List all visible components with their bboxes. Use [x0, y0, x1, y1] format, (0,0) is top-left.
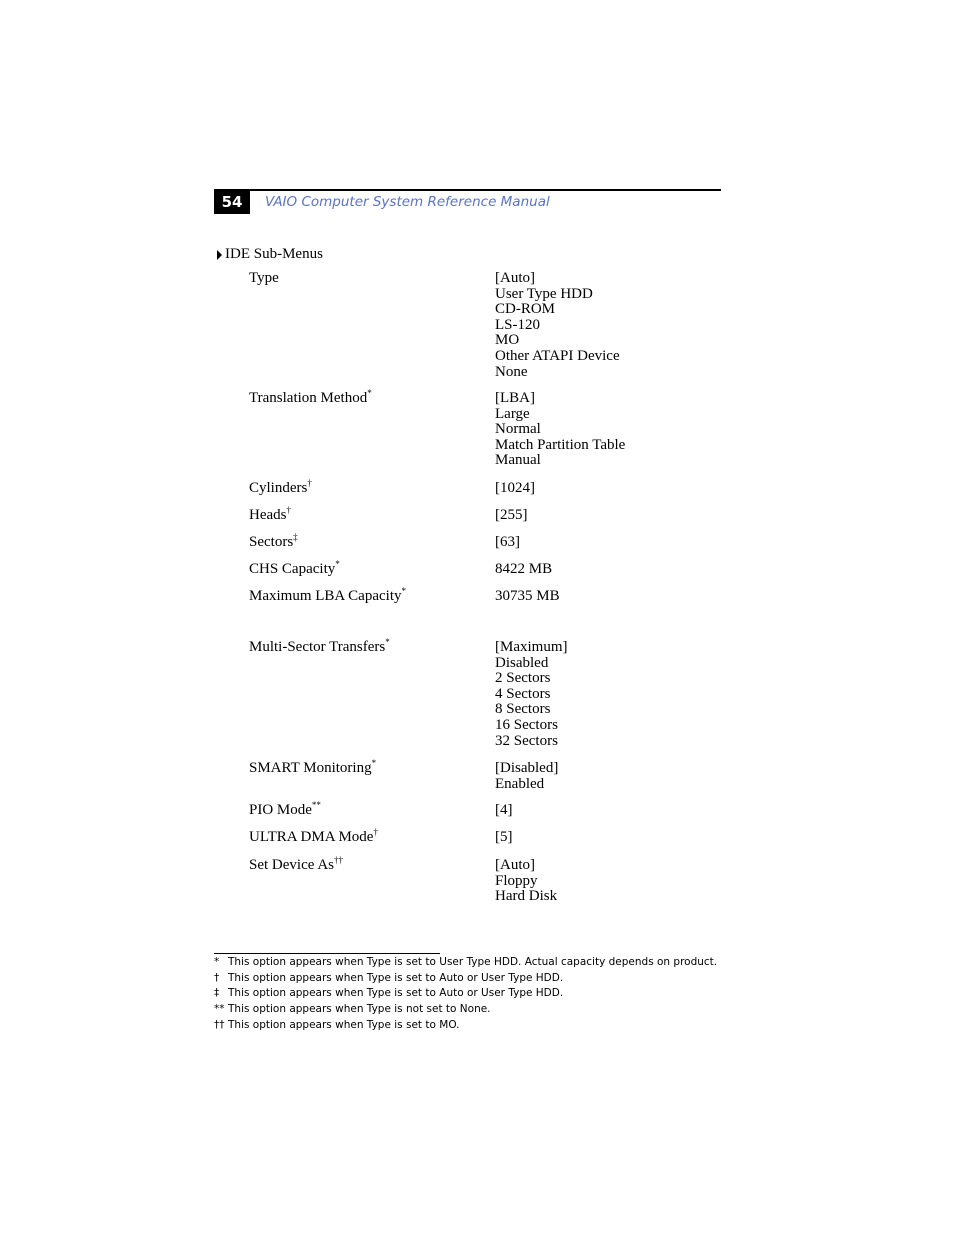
option-label-ultra-dma-mode: ULTRA DMA Mode†: [249, 827, 378, 845]
option-value: [1024]: [495, 480, 535, 496]
option-value: 8 Sectors: [495, 701, 551, 718]
option-label-type: Type: [249, 270, 279, 286]
option-value: Manual: [495, 452, 541, 469]
option-value: [63]: [495, 534, 520, 550]
footnote-text: This option appears when Type is not set to None.: [228, 1003, 491, 1015]
option-values-max-lba-capacity: [495, 589, 560, 605]
option-value: Hard Disk: [495, 888, 558, 905]
option-value: [5]: [495, 829, 513, 845]
option-value: None: [495, 363, 528, 380]
option-values-heads: [495, 508, 528, 524]
footnote: [214, 1019, 460, 1031]
option-value: User Type HDD: [495, 285, 593, 302]
option-values-multi-sector-transfers: [495, 640, 568, 749]
option-value: Other ATAPI Device: [495, 347, 620, 364]
option-label-smart-monitoring: SMART Monitoring*: [249, 758, 377, 776]
option-label-cylinders: Cylinders†: [249, 478, 312, 496]
option-value: [255]: [495, 507, 528, 523]
option-label-sectors: Sectors‡: [249, 532, 298, 550]
option-values-pio-mode: [495, 803, 513, 819]
option-value: [Maximum]: [495, 639, 568, 655]
option-values-smart-monitoring: [495, 761, 558, 792]
header-rule: [214, 189, 721, 191]
footnote: [214, 1003, 491, 1015]
option-value: Normal: [495, 421, 541, 438]
option-label-translation-method: Translation Method*: [249, 388, 372, 406]
option-value: Large: [495, 405, 530, 422]
option-value: 2 Sectors: [495, 670, 551, 687]
footnote-mark: ‡: [214, 987, 220, 999]
page-number: 54: [214, 191, 250, 214]
option-label-pio-mode: PIO Mode**: [249, 800, 321, 818]
option-values-set-device-as: [495, 858, 557, 905]
option-label-max-lba-capacity: Maximum LBA Capacity*: [249, 586, 406, 604]
footnote: [214, 956, 717, 968]
triangle-bullet-icon: [217, 250, 222, 260]
option-label-set-device-as: Set Device As††: [249, 855, 343, 873]
footnote-mark: †: [214, 972, 220, 984]
footnote: [214, 987, 563, 999]
option-value: Floppy: [495, 872, 538, 889]
option-value: [Auto]: [495, 270, 535, 286]
section-heading-text: IDE Sub-Menus: [225, 246, 323, 262]
option-value: 4 Sectors: [495, 685, 551, 702]
option-value: 30735 MB: [495, 588, 560, 604]
option-value: [4]: [495, 802, 513, 818]
option-value: 16 Sectors: [495, 716, 558, 733]
option-value: Enabled: [495, 775, 545, 792]
footnote: [214, 972, 563, 984]
footnote-mark: *: [214, 956, 220, 968]
footnote-text: This option appears when Type is set to Auto or User Type HDD.: [228, 972, 564, 984]
option-value: [LBA]: [495, 390, 535, 406]
option-value: MO: [495, 332, 520, 349]
option-label-heads: Heads†: [249, 505, 291, 523]
option-value: LS-120: [495, 316, 540, 333]
option-value: 32 Sectors: [495, 732, 558, 749]
footnote-rule: [214, 953, 440, 954]
option-label-multi-sector-transfers: Multi-Sector Transfers*: [249, 637, 390, 655]
section-heading: [217, 246, 323, 263]
running-title: VAIO Computer System Reference Manual: [265, 194, 550, 210]
footnote-text: This option appears when Type is set to MO.: [228, 1019, 460, 1031]
option-value: [Auto]: [495, 857, 535, 873]
footnote-text: This option appears when Type is set to User Type HDD. Actual capacity depends on product.: [228, 956, 718, 968]
footnote-text: This option appears when Type is set to Auto or User Type HDD.: [228, 987, 564, 999]
option-value: Disabled: [495, 654, 549, 671]
option-values-cylinders: [495, 481, 535, 497]
option-value: Match Partition Table: [495, 436, 626, 453]
footnote-mark: **: [214, 1003, 225, 1015]
option-values-translation-method: [495, 391, 625, 469]
option-values-ultra-dma-mode: [495, 830, 513, 846]
option-value: 8422 MB: [495, 561, 553, 577]
option-values-type: [495, 271, 620, 380]
option-values-chs-capacity: [495, 562, 552, 578]
option-value: CD-ROM: [495, 301, 556, 318]
option-label-chs-capacity: CHS Capacity*: [249, 559, 340, 577]
footnote-mark: ††: [214, 1019, 225, 1031]
option-value: [Disabled]: [495, 760, 559, 776]
option-values-sectors: [495, 535, 520, 551]
